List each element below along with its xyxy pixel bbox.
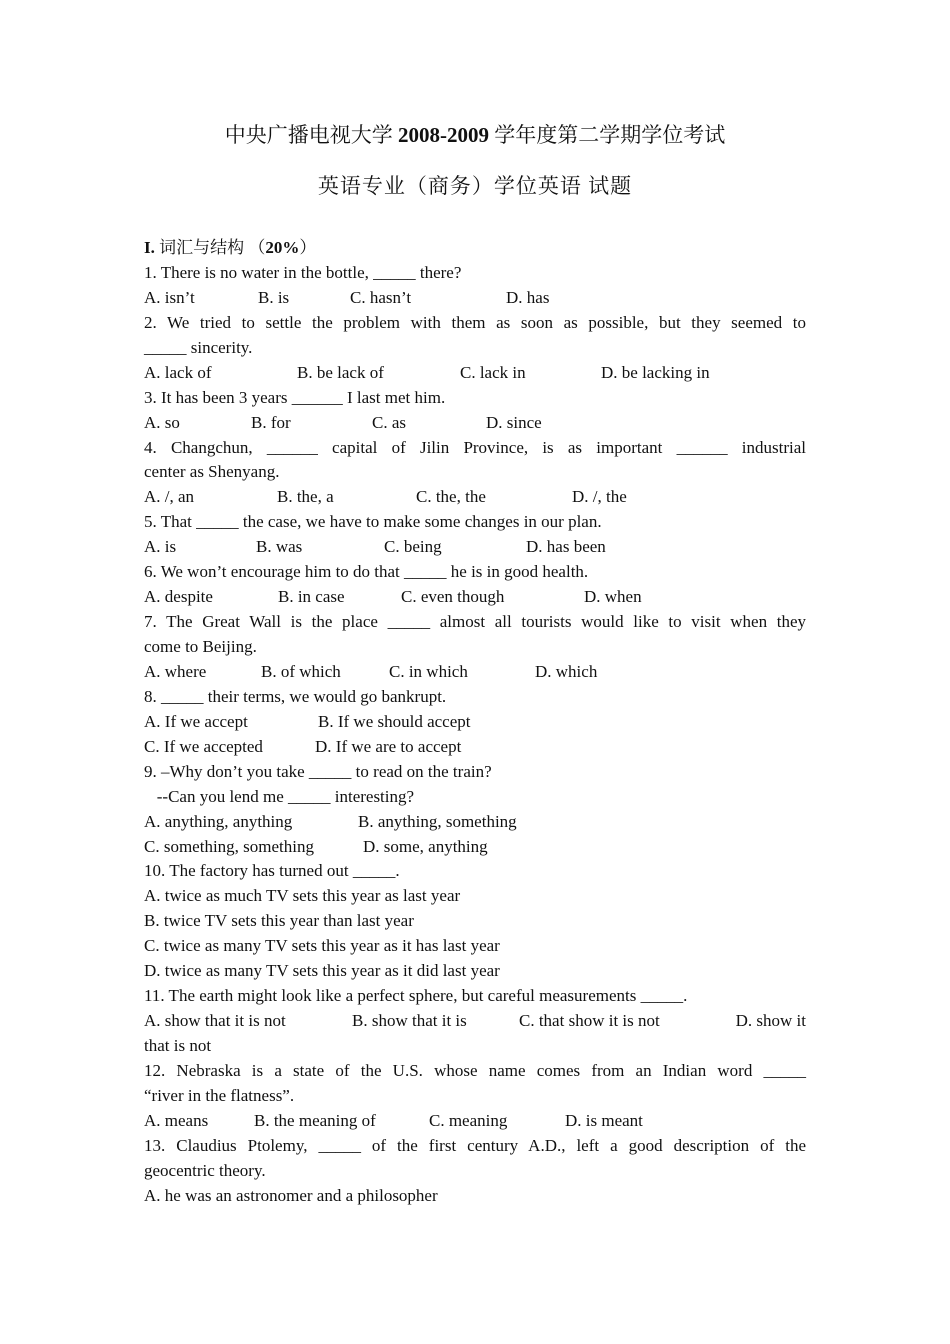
option-b: B. was	[256, 537, 303, 557]
options-row	[144, 710, 806, 735]
question-stem-cont: center as Shenyang.	[144, 462, 280, 482]
options-row	[144, 286, 806, 311]
question-stem-cont: geocentric theory.	[144, 1160, 266, 1180]
section-percent: 20%	[265, 238, 300, 257]
option-d: D. is meant	[565, 1110, 643, 1130]
option-c: C. as	[372, 412, 406, 432]
option-b: B. be lack of	[297, 362, 384, 382]
question-stem: 3. It has been 3 years ______ I last met him.	[144, 387, 446, 407]
options-row	[144, 585, 806, 610]
question-stem: 5. That _____ the case, we have to make some changes in our plan.	[144, 512, 602, 532]
option-b: B. of which	[261, 661, 341, 681]
question-stem: 4. Changchun, ______ capital of Jilin Province, is as important ______ industrial	[144, 437, 806, 457]
option-a: A. he was an astronomer and a philosopher	[144, 1185, 438, 1205]
options-row	[144, 485, 806, 510]
option-a: A. isn’t	[144, 287, 195, 307]
option-d: D. some, anything	[363, 836, 488, 856]
option-c: C. being	[384, 537, 442, 557]
option-d: D. which	[535, 661, 598, 681]
option-b: B. the, a	[277, 487, 334, 507]
option-d: D. show it	[735, 1011, 806, 1031]
question-stem: 13. Claudius Ptolemy, _____ of the first century A.D., left a good description of the	[144, 1135, 806, 1155]
option-a: A. /, an	[144, 487, 195, 507]
options-row	[144, 1109, 806, 1134]
question-stem: 11. The earth might look like a perfect sphere, but careful measurements _____.	[144, 986, 688, 1006]
section-number: I.	[144, 238, 155, 257]
option-a: A. means	[144, 1110, 209, 1130]
section-heading	[144, 236, 806, 261]
section-name: 词汇与结构 （	[154, 238, 266, 257]
option-c: C. If we accepted	[144, 736, 263, 756]
question-stem: 7. The Great Wall is the place _____ almost all tourists would like to visit when they	[144, 612, 806, 632]
option-a: A. where	[144, 661, 207, 681]
options-row	[144, 835, 806, 860]
options-row	[144, 1009, 806, 1034]
question-stem: 9. –Why don’t you take _____ to read on the train?	[144, 761, 492, 781]
option-c: C. meaning	[429, 1110, 508, 1130]
question-stem: 1. There is no water in the bottle, _____ there?	[144, 262, 462, 282]
option-c: C. the, the	[416, 487, 486, 507]
question-stem: 6. We won’t encourage him to do that _____ he is in good health.	[144, 562, 589, 582]
options-row	[144, 361, 806, 386]
option-d: D. has	[506, 287, 550, 307]
option-d-cont: that is not	[144, 1036, 212, 1055]
title-pre: 中央广播电视大学	[224, 123, 398, 147]
option-d: D. when	[584, 587, 642, 607]
option-b: B. the meaning of	[254, 1110, 376, 1130]
section-close: ）	[299, 238, 317, 257]
option-b: B. anything, something	[358, 811, 517, 831]
option-d: D. has been	[526, 537, 606, 557]
exam-title	[0, 120, 950, 150]
question-stem: 8. _____ their terms, we would go bankrupt.	[144, 686, 447, 706]
options-row	[144, 735, 806, 760]
option-c: C. in which	[389, 661, 468, 681]
option-d: D. /, the	[572, 487, 627, 507]
option-a: A. anything, anything	[144, 811, 293, 831]
option-a: A. so	[144, 412, 180, 432]
option-a: A. If we accept	[144, 711, 248, 731]
option-d: D. be lacking in	[601, 362, 710, 382]
option-b: B. twice TV sets this year than last year	[144, 911, 414, 931]
options-row	[144, 411, 806, 436]
question-list	[144, 236, 806, 1209]
question-stem-cont: _____ sincerity.	[144, 337, 253, 357]
exam-subtitle: 英语专业（商务）学位英语 试题	[317, 174, 633, 198]
option-d: D. since	[486, 412, 542, 432]
option-b: B. is	[258, 287, 290, 307]
option-a: A. despite	[144, 587, 213, 607]
option-c: C. that show it is not	[519, 1011, 660, 1031]
question-stem: 10. The factory has turned out _____.	[144, 861, 400, 881]
options-row	[144, 810, 806, 835]
option-c: C. something, something	[144, 836, 314, 856]
option-a: A. twice as much TV sets this year as last year	[144, 886, 461, 906]
option-c: C. even though	[401, 587, 505, 607]
option-c: C. hasn’t	[350, 287, 412, 307]
title-post: 学年度第二学期学位考试	[489, 123, 726, 147]
option-c: C. twice as many TV sets this year as it has last year	[144, 936, 500, 956]
question-stem: 12. Nebraska is a state of the U.S. whose name comes from an Indian word _____	[144, 1060, 806, 1080]
option-d: D. If we are to accept	[315, 736, 462, 756]
option-a: A. is	[144, 537, 177, 557]
option-b: B. If we should accept	[318, 711, 471, 731]
options-row	[144, 660, 806, 685]
title-years: 2008-2009	[398, 123, 489, 147]
question-stem-cont: come to Beijing.	[144, 637, 257, 656]
option-c: C. lack in	[460, 362, 526, 382]
question-stem-cont: --Can you lend me _____ interesting?	[144, 786, 415, 806]
option-b: B. show that it is	[352, 1011, 467, 1031]
option-d: D. twice as many TV sets this year as it did last year	[144, 961, 500, 981]
options-row	[144, 535, 806, 560]
question-stem: 2. We tried to settle the problem with them as soon as possible, but they seemed to	[144, 312, 806, 332]
option-b: B. for	[251, 412, 291, 432]
option-a: A. show that it is not	[144, 1011, 286, 1031]
option-b: B. in case	[278, 587, 345, 607]
option-a: A. lack of	[144, 362, 212, 382]
question-stem-cont: “river in the flatness”.	[144, 1085, 295, 1105]
